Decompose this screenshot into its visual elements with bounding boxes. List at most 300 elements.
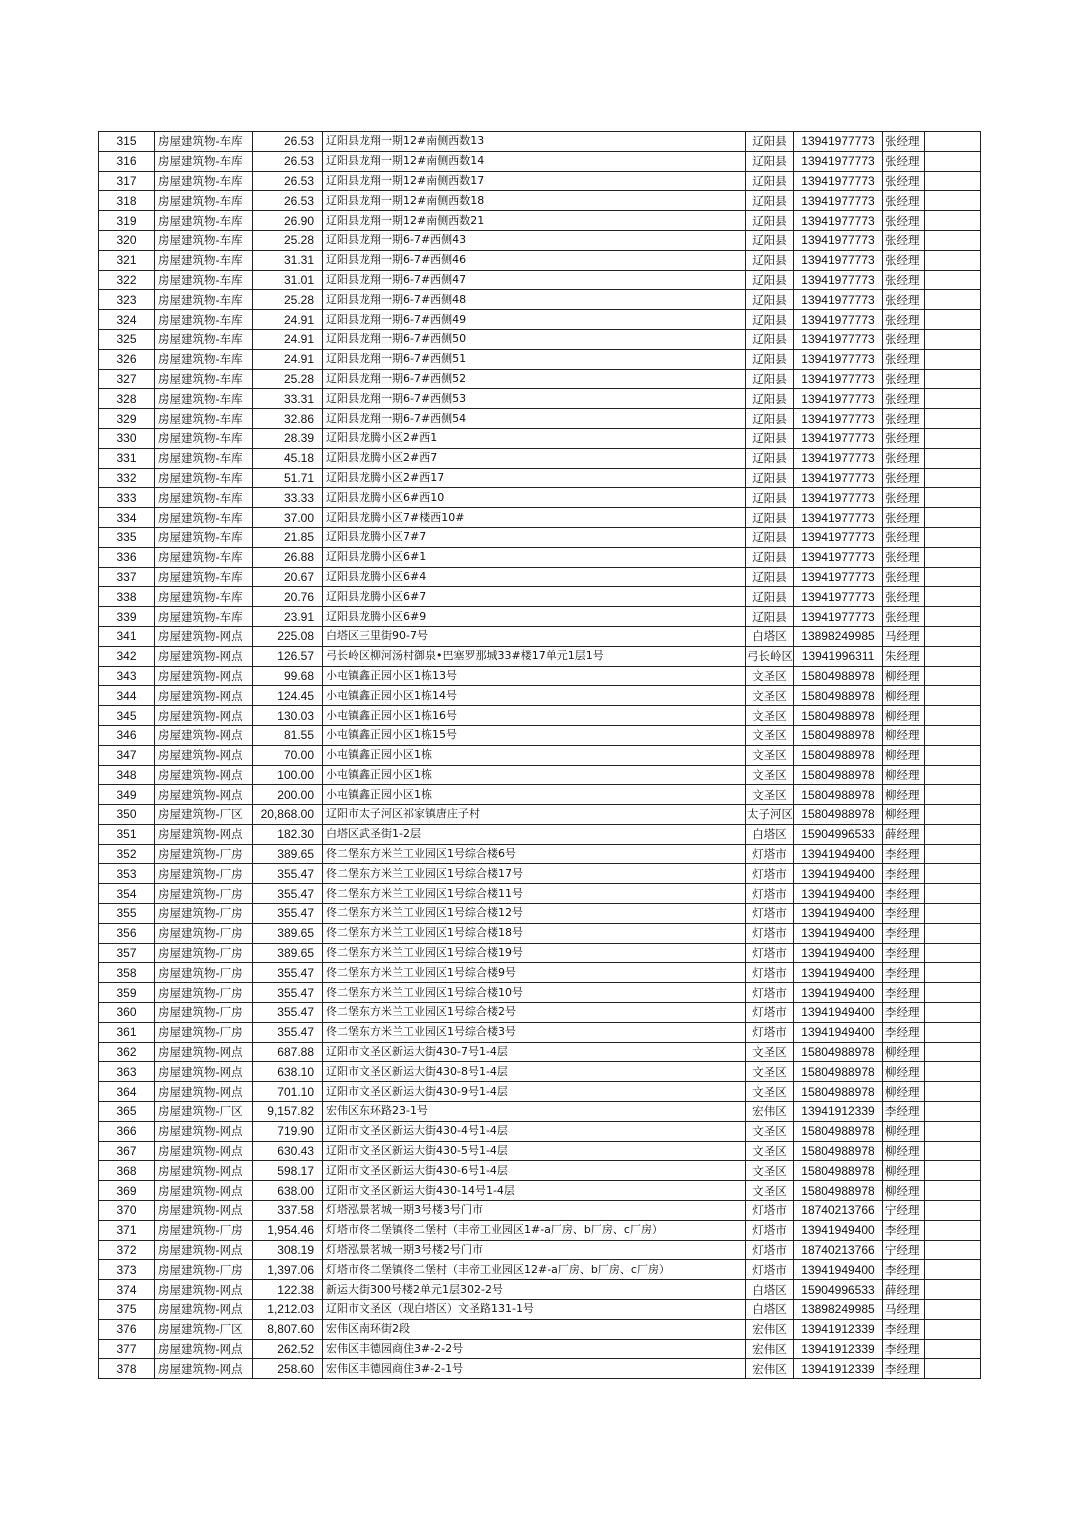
area-value: 122.38 xyxy=(253,1280,323,1300)
phone-number: 13941949400 xyxy=(794,904,883,924)
property-type: 房屋建筑物-厂房 xyxy=(155,1260,253,1280)
address: 辽阳县龙腾小区7#7 xyxy=(323,527,746,547)
property-type: 房屋建筑物-车库 xyxy=(155,547,253,567)
table-row xyxy=(99,824,981,844)
address: 佟二堡东方米兰工业园区1号综合楼6号 xyxy=(323,844,746,864)
area-value: 45.18 xyxy=(253,448,323,468)
row-number: 322 xyxy=(99,270,155,290)
empty-cell xyxy=(925,389,981,409)
district: 宏伟区 xyxy=(746,1319,794,1339)
address: 辽阳县龙翔一期6-7#西侧51 xyxy=(323,349,746,369)
row-number: 334 xyxy=(99,508,155,528)
property-type: 房屋建筑物-车库 xyxy=(155,329,253,349)
row-number: 330 xyxy=(99,428,155,448)
contact-name: 柳经理 xyxy=(883,1121,925,1141)
empty-cell xyxy=(925,963,981,983)
address: 小屯镇鑫正园小区1栋15号 xyxy=(323,725,746,745)
phone-number: 13941977773 xyxy=(794,567,883,587)
phone-number: 13941977773 xyxy=(794,310,883,330)
table-row xyxy=(99,1082,981,1102)
district: 辽阳县 xyxy=(746,151,794,171)
area-value: 24.91 xyxy=(253,329,323,349)
property-type: 房屋建筑物-网点 xyxy=(155,1359,253,1379)
phone-number: 13941949400 xyxy=(794,1260,883,1280)
empty-cell xyxy=(925,745,981,765)
property-type: 房屋建筑物-网点 xyxy=(155,1121,253,1141)
contact-name: 李经理 xyxy=(883,1359,925,1379)
row-number: 326 xyxy=(99,349,155,369)
address: 辽阳市文圣区新运大街430-14号1-4层 xyxy=(323,1181,746,1201)
empty-cell xyxy=(925,1161,981,1181)
phone-number: 15804988978 xyxy=(794,1121,883,1141)
property-type: 房屋建筑物-网点 xyxy=(155,1181,253,1201)
contact-name: 张经理 xyxy=(883,607,925,627)
row-number: 364 xyxy=(99,1082,155,1102)
table-row xyxy=(99,547,981,567)
contact-name: 张经理 xyxy=(883,151,925,171)
phone-number: 15804988978 xyxy=(794,706,883,726)
area-value: 20.76 xyxy=(253,587,323,607)
address: 灯塔市佟二堡镇佟二堡村（丰帝工业园区12#-a厂房、b厂房、c厂房） xyxy=(323,1260,746,1280)
address: 辽阳县龙腾小区6#7 xyxy=(323,587,746,607)
district: 辽阳县 xyxy=(746,349,794,369)
row-number: 319 xyxy=(99,211,155,231)
property-type: 房屋建筑物-网点 xyxy=(155,1062,253,1082)
phone-number: 13941949400 xyxy=(794,963,883,983)
property-type: 房屋建筑物-网点 xyxy=(155,765,253,785)
empty-cell xyxy=(925,904,981,924)
property-type: 房屋建筑物-网点 xyxy=(155,706,253,726)
property-type: 房屋建筑物-车库 xyxy=(155,310,253,330)
contact-name: 张经理 xyxy=(883,488,925,508)
empty-cell xyxy=(925,211,981,231)
table-row xyxy=(99,864,981,884)
phone-number: 15804988978 xyxy=(794,765,883,785)
address: 小屯镇鑫正园小区1栋 xyxy=(323,765,746,785)
empty-cell xyxy=(925,1141,981,1161)
table-row xyxy=(99,1339,981,1359)
empty-cell xyxy=(925,1359,981,1379)
row-number: 366 xyxy=(99,1121,155,1141)
row-number: 361 xyxy=(99,1022,155,1042)
table-row xyxy=(99,488,981,508)
table-row xyxy=(99,666,981,686)
address: 辽阳县龙翔一期6-7#西侧50 xyxy=(323,329,746,349)
row-number: 315 xyxy=(99,132,155,152)
address: 辽阳县龙腾小区2#西17 xyxy=(323,468,746,488)
empty-cell xyxy=(925,508,981,528)
property-type: 房屋建筑物-厂房 xyxy=(155,943,253,963)
address: 辽阳县龙腾小区7#楼西10# xyxy=(323,508,746,528)
phone-number: 13941912339 xyxy=(794,1339,883,1359)
area-value: 262.52 xyxy=(253,1339,323,1359)
district: 文圣区 xyxy=(746,765,794,785)
contact-name: 柳经理 xyxy=(883,745,925,765)
contact-name: 张经理 xyxy=(883,369,925,389)
table-row xyxy=(99,706,981,726)
phone-number: 15804988978 xyxy=(794,1062,883,1082)
empty-cell xyxy=(925,290,981,310)
district: 白塔区 xyxy=(746,626,794,646)
empty-cell xyxy=(925,1220,981,1240)
district: 灯塔市 xyxy=(746,1022,794,1042)
phone-number: 13941977773 xyxy=(794,547,883,567)
property-type: 房屋建筑物-车库 xyxy=(155,270,253,290)
property-type: 房屋建筑物-车库 xyxy=(155,151,253,171)
area-value: 26.53 xyxy=(253,132,323,152)
address: 辽阳市文圣区新运大街430-5号1-4层 xyxy=(323,1141,746,1161)
row-number: 341 xyxy=(99,626,155,646)
row-number: 348 xyxy=(99,765,155,785)
area-value: 25.28 xyxy=(253,230,323,250)
table-row xyxy=(99,1240,981,1260)
phone-number: 13941977773 xyxy=(794,230,883,250)
empty-cell xyxy=(925,488,981,508)
district: 文圣区 xyxy=(746,1062,794,1082)
property-type: 房屋建筑物-网点 xyxy=(155,1280,253,1300)
area-value: 26.53 xyxy=(253,171,323,191)
empty-cell xyxy=(925,230,981,250)
district: 辽阳县 xyxy=(746,527,794,547)
area-value: 355.47 xyxy=(253,1003,323,1023)
table-row xyxy=(99,626,981,646)
address: 辽阳县龙腾小区6#9 xyxy=(323,607,746,627)
property-type: 房屋建筑物-车库 xyxy=(155,508,253,528)
empty-cell xyxy=(925,191,981,211)
district: 辽阳县 xyxy=(746,567,794,587)
phone-number: 13941977773 xyxy=(794,191,883,211)
property-type: 房屋建筑物-车库 xyxy=(155,349,253,369)
table-row xyxy=(99,132,981,152)
property-type: 房屋建筑物-网点 xyxy=(155,1240,253,1260)
row-number: 372 xyxy=(99,1240,155,1260)
district: 文圣区 xyxy=(746,1121,794,1141)
row-number: 377 xyxy=(99,1339,155,1359)
area-value: 355.47 xyxy=(253,904,323,924)
district: 辽阳县 xyxy=(746,171,794,191)
district: 灯塔市 xyxy=(746,923,794,943)
phone-number: 13941949400 xyxy=(794,943,883,963)
address: 灯塔市佟二堡镇佟二堡村（丰帝工业园区1#-a厂房、b厂房、c厂房） xyxy=(323,1220,746,1240)
empty-cell xyxy=(925,607,981,627)
area-value: 389.65 xyxy=(253,923,323,943)
address: 辽阳县龙翔一期6-7#西侧53 xyxy=(323,389,746,409)
row-number: 368 xyxy=(99,1161,155,1181)
row-number: 325 xyxy=(99,329,155,349)
district: 辽阳县 xyxy=(746,211,794,231)
empty-cell xyxy=(925,1102,981,1122)
row-number: 351 xyxy=(99,824,155,844)
phone-number: 13941949400 xyxy=(794,983,883,1003)
district: 文圣区 xyxy=(746,666,794,686)
empty-cell xyxy=(925,310,981,330)
row-number: 327 xyxy=(99,369,155,389)
area-value: 355.47 xyxy=(253,864,323,884)
phone-number: 13941977773 xyxy=(794,508,883,528)
table-row xyxy=(99,725,981,745)
address: 辽阳县龙腾小区6#西10 xyxy=(323,488,746,508)
table-row xyxy=(99,171,981,191)
address: 辽阳县龙翔一期6-7#西侧46 xyxy=(323,250,746,270)
contact-name: 张经理 xyxy=(883,428,925,448)
phone-number: 15804988978 xyxy=(794,666,883,686)
table-row xyxy=(99,527,981,547)
empty-cell xyxy=(925,250,981,270)
address: 小屯镇鑫正园小区1栋16号 xyxy=(323,706,746,726)
area-value: 638.10 xyxy=(253,1062,323,1082)
property-type: 房屋建筑物-车库 xyxy=(155,211,253,231)
address: 辽阳县龙腾小区2#西1 xyxy=(323,428,746,448)
property-type: 房屋建筑物-网点 xyxy=(155,745,253,765)
area-value: 1,397.06 xyxy=(253,1260,323,1280)
table-row xyxy=(99,1201,981,1221)
table-row xyxy=(99,250,981,270)
phone-number: 13941912339 xyxy=(794,1359,883,1379)
address: 辽阳县龙腾小区2#西7 xyxy=(323,448,746,468)
contact-name: 柳经理 xyxy=(883,765,925,785)
area-value: 355.47 xyxy=(253,963,323,983)
table-row xyxy=(99,369,981,389)
table-row xyxy=(99,1102,981,1122)
district: 宏伟区 xyxy=(746,1359,794,1379)
area-value: 389.65 xyxy=(253,943,323,963)
property-type: 房屋建筑物-网点 xyxy=(155,1082,253,1102)
property-type: 房屋建筑物-厂房 xyxy=(155,1220,253,1240)
property-type: 房屋建筑物-网点 xyxy=(155,1339,253,1359)
area-value: 31.31 xyxy=(253,250,323,270)
area-value: 33.31 xyxy=(253,389,323,409)
row-number: 357 xyxy=(99,943,155,963)
contact-name: 柳经理 xyxy=(883,785,925,805)
property-type: 房屋建筑物-车库 xyxy=(155,171,253,191)
empty-cell xyxy=(925,1240,981,1260)
contact-name: 薛经理 xyxy=(883,824,925,844)
row-number: 369 xyxy=(99,1181,155,1201)
address: 佟二堡东方米兰工业园区1号综合楼3号 xyxy=(323,1022,746,1042)
area-value: 9,157.82 xyxy=(253,1102,323,1122)
row-number: 371 xyxy=(99,1220,155,1240)
empty-cell xyxy=(925,884,981,904)
address: 辽阳县龙翔一期12#南侧西数13 xyxy=(323,132,746,152)
table-row xyxy=(99,1022,981,1042)
district: 辽阳县 xyxy=(746,607,794,627)
contact-name: 张经理 xyxy=(883,191,925,211)
area-value: 225.08 xyxy=(253,626,323,646)
property-type: 房屋建筑物-车库 xyxy=(155,488,253,508)
table-row xyxy=(99,468,981,488)
district: 文圣区 xyxy=(746,1141,794,1161)
area-value: 337.58 xyxy=(253,1201,323,1221)
district: 太子河区 xyxy=(746,805,794,825)
property-type: 房屋建筑物-网点 xyxy=(155,1042,253,1062)
property-type: 房屋建筑物-厂区 xyxy=(155,805,253,825)
district: 辽阳县 xyxy=(746,310,794,330)
property-type: 房屋建筑物-厂房 xyxy=(155,1003,253,1023)
area-value: 1,954.46 xyxy=(253,1220,323,1240)
address: 小屯镇鑫正园小区1栋13号 xyxy=(323,666,746,686)
contact-name: 马经理 xyxy=(883,1300,925,1320)
table-row xyxy=(99,1260,981,1280)
property-type: 房屋建筑物-车库 xyxy=(155,567,253,587)
district: 灯塔市 xyxy=(746,884,794,904)
table-row xyxy=(99,1220,981,1240)
phone-number: 18740213766 xyxy=(794,1201,883,1221)
phone-number: 13941977773 xyxy=(794,171,883,191)
area-value: 719.90 xyxy=(253,1121,323,1141)
property-type: 房屋建筑物-车库 xyxy=(155,409,253,429)
address: 辽阳县龙翔一期12#南侧西数17 xyxy=(323,171,746,191)
property-type: 房屋建筑物-网点 xyxy=(155,785,253,805)
contact-name: 宁经理 xyxy=(883,1201,925,1221)
phone-number: 13941977773 xyxy=(794,587,883,607)
empty-cell xyxy=(925,448,981,468)
phone-number: 15804988978 xyxy=(794,686,883,706)
address: 佟二堡东方米兰工业园区1号综合楼10号 xyxy=(323,983,746,1003)
phone-number: 13941949400 xyxy=(794,1003,883,1023)
phone-number: 13941977773 xyxy=(794,389,883,409)
empty-cell xyxy=(925,151,981,171)
table-row xyxy=(99,1003,981,1023)
area-value: 25.28 xyxy=(253,290,323,310)
area-value: 21.85 xyxy=(253,527,323,547)
table-row xyxy=(99,448,981,468)
area-value: 308.19 xyxy=(253,1240,323,1260)
table-row xyxy=(99,1359,981,1379)
table-row xyxy=(99,428,981,448)
phone-number: 15904996533 xyxy=(794,824,883,844)
property-type: 房屋建筑物-车库 xyxy=(155,132,253,152)
phone-number: 13941977773 xyxy=(794,151,883,171)
property-type: 房屋建筑物-厂房 xyxy=(155,904,253,924)
property-type: 房屋建筑物-厂区 xyxy=(155,1319,253,1339)
district: 文圣区 xyxy=(746,1181,794,1201)
area-value: 630.43 xyxy=(253,1141,323,1161)
district: 辽阳县 xyxy=(746,329,794,349)
table-row xyxy=(99,607,981,627)
empty-cell xyxy=(925,409,981,429)
address: 宏伟区南环街2段 xyxy=(323,1319,746,1339)
empty-cell xyxy=(925,983,981,1003)
address: 辽阳县龙腾小区6#1 xyxy=(323,547,746,567)
contact-name: 李经理 xyxy=(883,1220,925,1240)
row-number: 346 xyxy=(99,725,155,745)
row-number: 342 xyxy=(99,646,155,666)
row-number: 324 xyxy=(99,310,155,330)
phone-number: 13941977773 xyxy=(794,329,883,349)
phone-number: 15804988978 xyxy=(794,1161,883,1181)
empty-cell xyxy=(925,527,981,547)
property-type: 房屋建筑物-车库 xyxy=(155,191,253,211)
contact-name: 柳经理 xyxy=(883,686,925,706)
address: 宏伟区东环路23-1号 xyxy=(323,1102,746,1122)
district: 白塔区 xyxy=(746,824,794,844)
address: 佟二堡东方米兰工业园区1号综合楼9号 xyxy=(323,963,746,983)
contact-name: 张经理 xyxy=(883,349,925,369)
address: 新运大街300号楼2单元1层302-2号 xyxy=(323,1280,746,1300)
empty-cell xyxy=(925,666,981,686)
table-row xyxy=(99,805,981,825)
contact-name: 柳经理 xyxy=(883,706,925,726)
row-number: 331 xyxy=(99,448,155,468)
row-number: 358 xyxy=(99,963,155,983)
area-value: 20.67 xyxy=(253,567,323,587)
empty-cell xyxy=(925,567,981,587)
row-number: 338 xyxy=(99,587,155,607)
empty-cell xyxy=(925,864,981,884)
district: 文圣区 xyxy=(746,1082,794,1102)
empty-cell xyxy=(925,923,981,943)
district: 辽阳县 xyxy=(746,290,794,310)
row-number: 365 xyxy=(99,1102,155,1122)
contact-name: 李经理 xyxy=(883,1003,925,1023)
empty-cell xyxy=(925,468,981,488)
district: 文圣区 xyxy=(746,1042,794,1062)
district: 弓长岭区 xyxy=(746,646,794,666)
contact-name: 张经理 xyxy=(883,211,925,231)
empty-cell xyxy=(925,1121,981,1141)
table-row xyxy=(99,983,981,1003)
phone-number: 18740213766 xyxy=(794,1240,883,1260)
table-row xyxy=(99,963,981,983)
table-row xyxy=(99,349,981,369)
contact-name: 李经理 xyxy=(883,963,925,983)
row-number: 320 xyxy=(99,230,155,250)
row-number: 328 xyxy=(99,389,155,409)
empty-cell xyxy=(925,1201,981,1221)
district: 辽阳县 xyxy=(746,587,794,607)
table-row xyxy=(99,151,981,171)
area-value: 32.86 xyxy=(253,409,323,429)
phone-number: 15804988978 xyxy=(794,1082,883,1102)
area-value: 28.39 xyxy=(253,428,323,448)
row-number: 356 xyxy=(99,923,155,943)
address: 辽阳市太子河区祁家镇唐庄子村 xyxy=(323,805,746,825)
empty-cell xyxy=(925,369,981,389)
address: 辽阳县龙腾小区6#4 xyxy=(323,567,746,587)
district: 辽阳县 xyxy=(746,230,794,250)
row-number: 349 xyxy=(99,785,155,805)
table-row xyxy=(99,1280,981,1300)
district: 辽阳县 xyxy=(746,428,794,448)
area-value: 1,212.03 xyxy=(253,1300,323,1320)
table-row xyxy=(99,230,981,250)
phone-number: 13941949400 xyxy=(794,923,883,943)
district: 灯塔市 xyxy=(746,963,794,983)
area-value: 26.88 xyxy=(253,547,323,567)
address: 佟二堡东方米兰工业园区1号综合楼18号 xyxy=(323,923,746,943)
contact-name: 张经理 xyxy=(883,329,925,349)
empty-cell xyxy=(925,329,981,349)
contact-name: 朱经理 xyxy=(883,646,925,666)
table-row xyxy=(99,1042,981,1062)
empty-cell xyxy=(925,725,981,745)
table-row xyxy=(99,409,981,429)
address: 宏伟区丰德园商住3#-2-2号 xyxy=(323,1339,746,1359)
property-type: 房屋建筑物-车库 xyxy=(155,607,253,627)
district: 辽阳县 xyxy=(746,488,794,508)
phone-number: 13941949400 xyxy=(794,884,883,904)
address: 辽阳市文圣区新运大街430-9号1-4层 xyxy=(323,1082,746,1102)
phone-number: 15804988978 xyxy=(794,805,883,825)
district: 宏伟区 xyxy=(746,1102,794,1122)
phone-number: 13941977773 xyxy=(794,270,883,290)
property-type: 房屋建筑物-车库 xyxy=(155,428,253,448)
row-number: 354 xyxy=(99,884,155,904)
property-type: 房屋建筑物-厂房 xyxy=(155,864,253,884)
row-number: 359 xyxy=(99,983,155,1003)
row-number: 329 xyxy=(99,409,155,429)
contact-name: 宁经理 xyxy=(883,1240,925,1260)
